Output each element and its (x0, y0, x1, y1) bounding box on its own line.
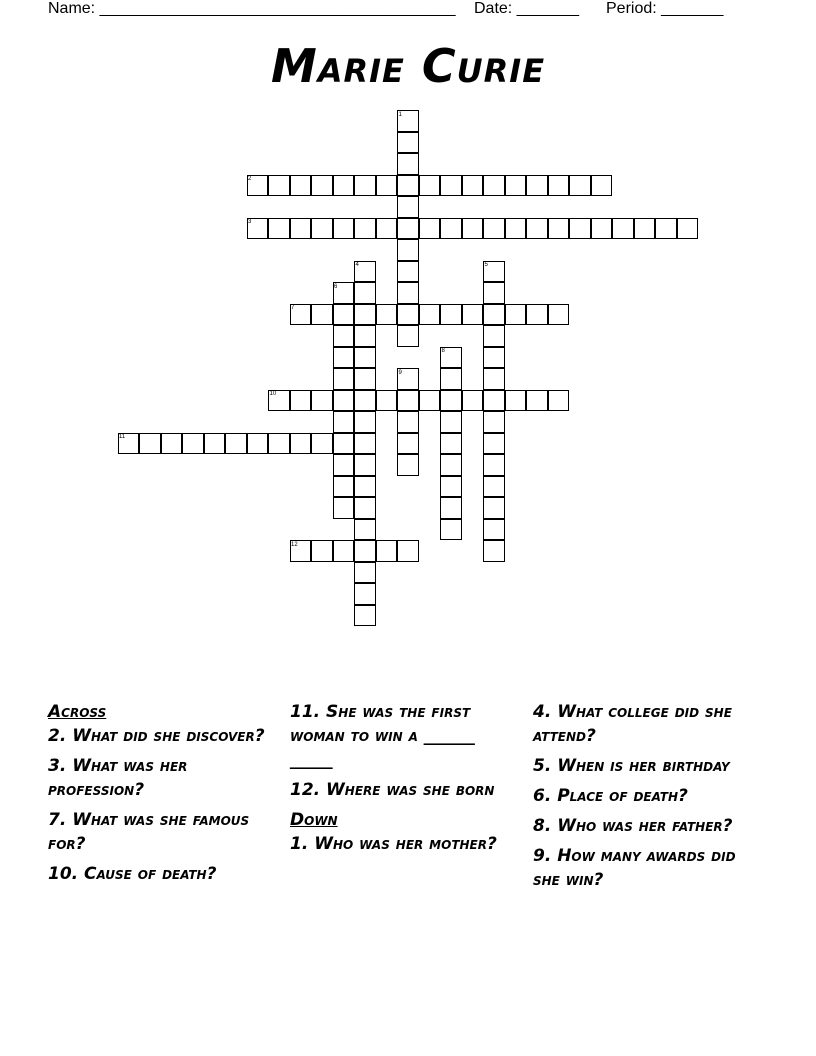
clue-10-across: 10. Cause of death? (48, 864, 217, 884)
grid-cell[interactable] (526, 175, 548, 197)
grid-cell[interactable] (634, 218, 656, 240)
grid-cell[interactable] (311, 540, 333, 562)
grid-cell[interactable] (548, 390, 570, 412)
grid-cell[interactable] (268, 175, 290, 197)
grid-cell[interactable] (440, 175, 462, 197)
grid-cell[interactable] (333, 325, 355, 347)
grid-cell[interactable] (419, 304, 441, 326)
clue-number: 5 (484, 262, 488, 268)
grid-cell[interactable] (247, 433, 269, 455)
grid-cell[interactable] (204, 433, 226, 455)
clue-7-across: 7. What was she famous for? (48, 810, 250, 854)
grid-cell[interactable] (397, 540, 419, 562)
grid-cell[interactable] (354, 175, 376, 197)
grid-cell[interactable] (419, 390, 441, 412)
grid-cell[interactable] (376, 218, 398, 240)
date-label: Date: _______ (474, 0, 579, 17)
grid-cell[interactable] (354, 347, 376, 369)
grid-cell[interactable] (440, 454, 462, 476)
page-title: Marie Curie (270, 39, 546, 93)
grid-cell[interactable] (397, 153, 419, 175)
grid-cell[interactable] (290, 433, 312, 455)
grid-cell[interactable] (526, 390, 548, 412)
grid-cell[interactable] (483, 497, 505, 519)
grid-cell[interactable] (354, 282, 376, 304)
grid-cell[interactable] (483, 325, 505, 347)
clue-number: 9 (398, 369, 402, 376)
grid-cell[interactable] (354, 325, 376, 347)
grid-cell[interactable] (311, 218, 333, 240)
grid-cell[interactable] (440, 368, 462, 390)
grid-cell[interactable] (397, 196, 419, 218)
grid-cell[interactable] (139, 433, 161, 455)
grid-cell[interactable] (483, 218, 505, 240)
grid-cell[interactable] (268, 433, 290, 455)
grid-cell[interactable] (505, 390, 527, 412)
clue-1-down: 1. Who was her mother? (290, 834, 497, 854)
grid-cell[interactable] (333, 218, 355, 240)
clue-number: 3 (248, 219, 252, 225)
grid-cell[interactable] (397, 390, 419, 412)
grid-cell[interactable] (397, 175, 419, 197)
grid-cell[interactable] (333, 390, 355, 412)
grid-cell[interactable] (182, 433, 204, 455)
grid-cell[interactable] (655, 218, 677, 240)
grid-cell[interactable] (483, 433, 505, 455)
grid-cell[interactable] (483, 304, 505, 326)
grid-cell[interactable] (440, 411, 462, 433)
grid-cell[interactable] (397, 454, 419, 476)
grid-cell[interactable] (311, 433, 333, 455)
grid-cell[interactable] (483, 282, 505, 304)
grid-cell[interactable] (376, 540, 398, 562)
grid-cell[interactable] (612, 218, 634, 240)
grid-cell[interactable] (397, 132, 419, 154)
grid-cell[interactable] (677, 218, 699, 240)
grid-cell[interactable] (483, 454, 505, 476)
grid-cell[interactable] (354, 218, 376, 240)
grid-cell[interactable] (440, 390, 462, 412)
clue-2-across: 2. What did she discover? (48, 726, 265, 746)
across-heading: Across (48, 702, 107, 722)
grid-cell[interactable] (548, 304, 570, 326)
grid-cell[interactable] (440, 519, 462, 541)
grid-cell[interactable] (397, 218, 419, 240)
grid-cell[interactable] (569, 218, 591, 240)
grid-cell[interactable] (505, 175, 527, 197)
clue-number: 7 (291, 305, 295, 311)
grid-cell[interactable] (354, 454, 376, 476)
grid-cell[interactable] (354, 368, 376, 390)
grid-cell[interactable] (483, 368, 505, 390)
grid-cell[interactable] (440, 433, 462, 455)
grid-cell[interactable] (354, 497, 376, 519)
grid-cell[interactable] (483, 390, 505, 412)
name-label: Name: ________________________________________ (48, 0, 456, 17)
grid-cell[interactable] (333, 175, 355, 197)
grid-cell[interactable] (333, 540, 355, 562)
grid-cell[interactable] (354, 519, 376, 541)
grid-cell[interactable] (354, 540, 376, 562)
clue-number: 2 (248, 176, 252, 182)
grid-cell[interactable] (462, 390, 484, 412)
grid-cell[interactable] (483, 519, 505, 541)
grid-cell[interactable] (483, 476, 505, 498)
grid-cell[interactable] (354, 605, 376, 627)
grid-cell[interactable] (311, 390, 333, 412)
grid-cell[interactable] (462, 304, 484, 326)
grid-cell[interactable] (483, 175, 505, 197)
grid-cell[interactable] (376, 390, 398, 412)
grid-cell[interactable] (161, 433, 183, 455)
grid-cell[interactable] (440, 476, 462, 498)
clue-4-down: 4. What college did she attend? (533, 702, 732, 746)
grid-cell[interactable] (354, 562, 376, 584)
clues-column-1 (48, 700, 273, 892)
grid-cell[interactable] (462, 175, 484, 197)
grid-cell[interactable] (333, 497, 355, 519)
grid-cell[interactable] (397, 433, 419, 455)
grid-cell[interactable] (354, 476, 376, 498)
grid-cell[interactable] (548, 218, 570, 240)
grid-cell[interactable] (397, 282, 419, 304)
grid-cell[interactable] (397, 239, 419, 261)
clue-number: 10 (269, 391, 277, 397)
grid-cell[interactable] (591, 218, 613, 240)
grid-cell[interactable] (333, 347, 355, 369)
grid-cell[interactable] (311, 175, 333, 197)
grid-cell[interactable] (333, 476, 355, 498)
clues-column-2 (290, 700, 515, 862)
grid-cell[interactable] (333, 454, 355, 476)
grid-cell[interactable] (354, 411, 376, 433)
clue-number: 8 (441, 348, 445, 354)
clue-3-across: 3. What was her profession? (48, 756, 188, 800)
grid-cell[interactable] (526, 304, 548, 326)
grid-cell[interactable] (440, 218, 462, 240)
grid-cell[interactable] (397, 304, 419, 326)
grid-cell[interactable] (397, 261, 419, 283)
clue-8-down: 8. Who was her father? (533, 816, 733, 836)
clues-column-3 (533, 700, 768, 898)
grid-cell[interactable] (290, 218, 312, 240)
grid-cell[interactable] (333, 368, 355, 390)
grid-cell[interactable] (333, 411, 355, 433)
grid-cell[interactable] (290, 175, 312, 197)
grid-cell[interactable] (483, 411, 505, 433)
grid-cell[interactable] (376, 175, 398, 197)
clue-number: 12 (291, 541, 298, 548)
clue-number: 4 (355, 262, 359, 268)
grid-cell[interactable] (462, 218, 484, 240)
grid-cell[interactable] (569, 175, 591, 197)
grid-cell[interactable] (376, 304, 398, 326)
grid-cell[interactable] (333, 304, 355, 326)
grid-cell[interactable] (440, 304, 462, 326)
grid-cell[interactable] (268, 218, 290, 240)
grid-cell[interactable] (225, 433, 247, 455)
grid-cell[interactable] (397, 411, 419, 433)
clue-12-across: 12. Where was she born (290, 780, 495, 800)
grid-cell[interactable] (419, 218, 441, 240)
grid-cell[interactable] (354, 583, 376, 605)
grid-cell[interactable] (354, 390, 376, 412)
period-label: Period: _______ (606, 0, 724, 17)
clue-number: 11 (119, 434, 126, 440)
grid-cell[interactable] (548, 175, 570, 197)
clue-9-down: 9. How many awards did she win? (533, 846, 736, 890)
grid-cell[interactable] (290, 390, 312, 412)
down-heading: Down (290, 810, 338, 830)
grid-cell[interactable] (483, 540, 505, 562)
grid-cell[interactable] (526, 218, 548, 240)
grid-cell[interactable] (419, 175, 441, 197)
grid-cell[interactable] (591, 175, 613, 197)
clue-number: 1 (398, 111, 402, 118)
clue-number: 6 (334, 283, 338, 290)
clue-6-down: 6. Place of death? (533, 786, 688, 806)
grid-cell[interactable] (397, 325, 419, 347)
clue-5-down: 5. When is her birthday (533, 756, 730, 776)
grid-cell[interactable] (483, 347, 505, 369)
grid-cell[interactable] (311, 304, 333, 326)
grid-cell[interactable] (505, 304, 527, 326)
grid-cell[interactable] (333, 433, 355, 455)
clue-11-across: 11. She was the first woman to win a ______ _____ (290, 702, 475, 770)
grid-cell[interactable] (354, 304, 376, 326)
grid-cell[interactable] (354, 433, 376, 455)
grid-cell[interactable] (440, 497, 462, 519)
grid-cell[interactable] (505, 218, 527, 240)
